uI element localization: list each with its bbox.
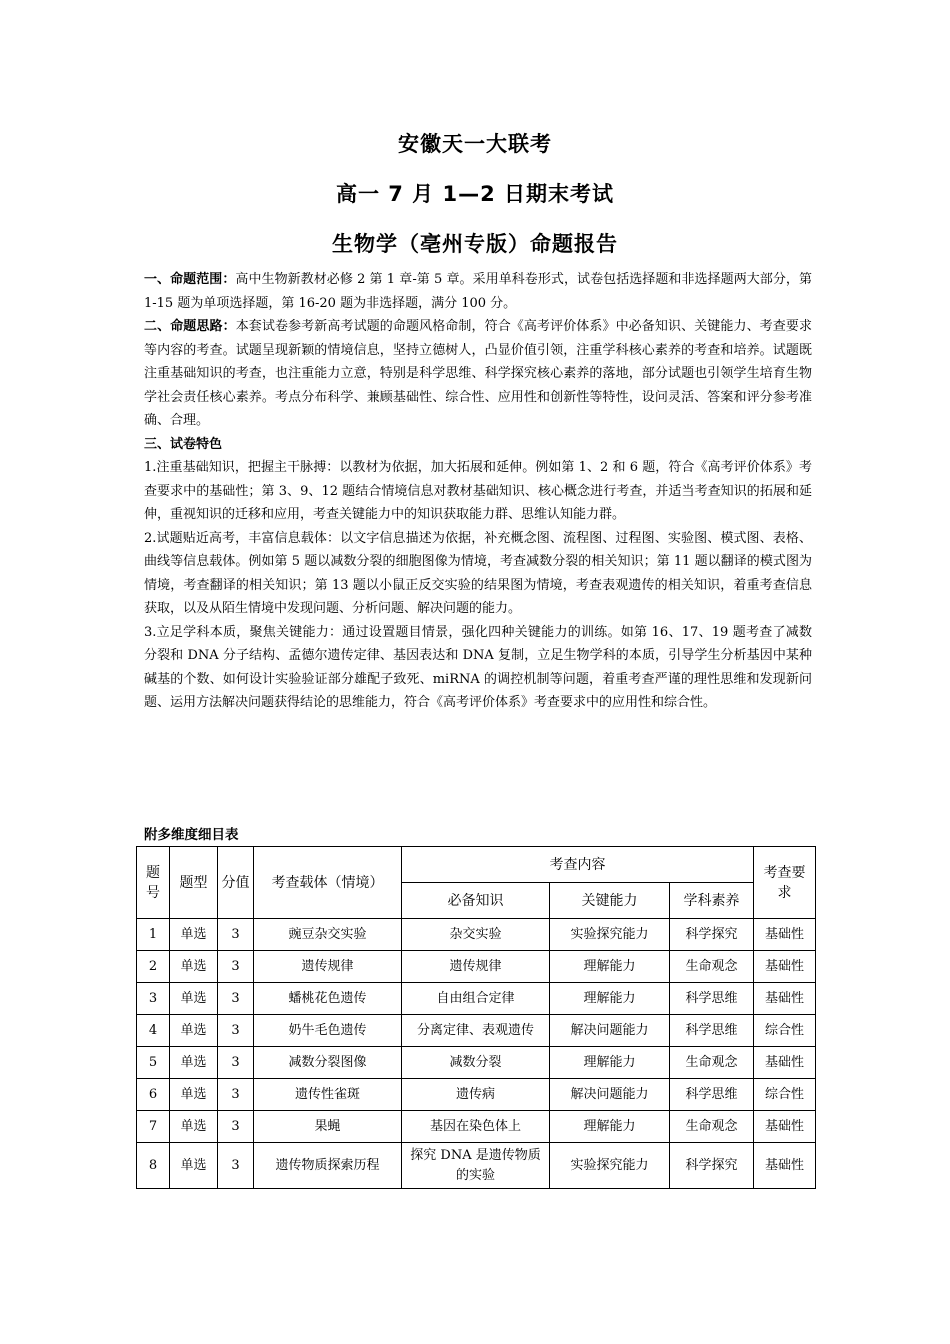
cell-score: 3 [218,1143,254,1189]
table-header-row [137,847,816,883]
cell-carrier: 奶牛毛色遗传 [254,1015,402,1047]
section-approach [144,315,812,433]
cell-literacy: 科学思维 [670,983,754,1015]
cell-type: 单选 [170,1047,218,1079]
cell-knowledge: 杂交实验 [402,919,550,951]
header-requirement: 考查要求 [754,847,816,919]
cell-ability: 解决问题能力 [550,1079,670,1111]
feature-item-2: 2.试题贴近高考，丰富信息载体：以文字信息描述为依据，补充概念图、流程图、过程图、实验图、模式图、表格、曲线等信息载体。例如第 5 题以减数分裂的细胞图像为情境，考查减数分裂的相关知识；第 11 题以翻译的模式图为情境，考查翻译的相关知识；第 13 题以小鼠正反交实验的结果图为情境，考查表观遗传的相关知识，着重考查信息获取，以及从陌生情境中发现问题、分析问题、解决问题的能力。 [144,530,812,616]
cell-type: 单选 [170,1143,218,1189]
cell-requirement: 基础性 [754,1047,816,1079]
cell-ability: 实验探究能力 [550,919,670,951]
cell-requirement: 基础性 [754,1111,816,1143]
cell-carrier: 减数分裂图像 [254,1047,402,1079]
table-row [137,951,816,983]
cell-type: 单选 [170,919,218,951]
header-carrier: 考查载体（情境） [254,847,402,919]
cell-literacy: 科学思维 [670,1079,754,1111]
cell-score: 3 [218,1015,254,1047]
table-caption: 附多维度细目表 [144,827,239,843]
header-ability: 关键能力 [550,883,670,919]
cell-literacy: 科学探究 [670,1143,754,1189]
cell-type: 单选 [170,1015,218,1047]
section-scope-text: 高中生物新教材必修 2 第 1 章-第 5 章。采用单科卷形式，试卷包括选择题和非选择题两大部分，第 1-15 题为单项选择题，第 16-20 题为非选择题，满分 100 分。 [144,272,812,311]
table-row [137,1079,816,1111]
section-approach-text: 本套试卷参考新高考试题的命题风格命制，符合《高考评价体系》中必备知识、关键能力、考查要求等内容的考查。试题呈现新颖的情境信息，坚持立德树人，凸显价值引领，注重学科核心素养的考查和培养。试题既注重基础知识的考查，也注重能力立意，特别是科学思维、科学探究核心素养的落地，部分试题也引领学生培育生物学社会责任核心素养。考点分布科学、兼顾基础性、综合性、应用性和创新性等特性，设问灵活、答案和评分参考准确、合理。 [144,319,812,428]
header-knowledge: 必备知识 [402,883,550,919]
cell-carrier: 遗传性雀斑 [254,1079,402,1111]
cell-num: 1 [137,919,170,951]
table-row [137,919,816,951]
cell-literacy: 生命观念 [670,1047,754,1079]
cell-num: 2 [137,951,170,983]
cell-score: 3 [218,1111,254,1143]
table-row [137,1111,816,1143]
table-row [137,983,816,1015]
cell-knowledge: 自由组合定律 [402,983,550,1015]
cell-requirement: 综合性 [754,1015,816,1047]
cell-type: 单选 [170,983,218,1015]
cell-carrier: 蟠桃花色遗传 [254,983,402,1015]
title-exam: 高一 7 月 1—2 日期末考试 [335,182,615,206]
cell-score: 3 [218,1079,254,1111]
cell-requirement: 基础性 [754,951,816,983]
cell-score: 3 [218,919,254,951]
section-approach-heading: 二、命题思路： [144,319,236,334]
cell-literacy: 科学探究 [670,919,754,951]
cell-type: 单选 [170,951,218,983]
cell-requirement: 基础性 [754,983,816,1015]
cell-num: 8 [137,1143,170,1189]
cell-score: 3 [218,951,254,983]
section-features-heading: 三、试卷特色 [144,436,223,452]
cell-knowledge: 减数分裂 [402,1047,550,1079]
header-num: 题号 [137,847,170,919]
table-row [137,1047,816,1079]
cell-ability: 理解能力 [550,1111,670,1143]
cell-requirement: 综合性 [754,1079,816,1111]
cell-ability: 解决问题能力 [550,1015,670,1047]
cell-literacy: 生命观念 [670,1111,754,1143]
cell-carrier: 果蝇 [254,1111,402,1143]
cell-knowledge: 遗传病 [402,1079,550,1111]
cell-ability: 理解能力 [550,951,670,983]
cell-score: 3 [218,1047,254,1079]
cell-ability: 理解能力 [550,983,670,1015]
report-body [144,268,812,715]
header-content: 考查内容 [402,847,754,883]
cell-ability: 实验探究能力 [550,1143,670,1189]
section-scope [144,268,812,315]
cell-carrier: 遗传规律 [254,951,402,983]
cell-num: 6 [137,1079,170,1111]
cell-requirement: 基础性 [754,1143,816,1189]
section-scope-heading: 一、命题范围： [144,272,236,287]
cell-carrier: 遗传物质探索历程 [254,1143,402,1189]
table-row [137,1143,816,1189]
title-report: 生物学（亳州专版）命题报告 [332,232,618,256]
cell-literacy: 生命观念 [670,951,754,983]
cell-literacy: 科学思维 [670,1015,754,1047]
detail-table [136,846,816,1189]
feature-item-1: 1.注重基础知识，把握主干脉搏：以教材为依据，加大拓展和延伸。例如第 1、2 和 6 题，符合《高考评价体系》考查要求中的基础性；第 3、9、12 题结合情境信息对教材基础知识、核心概念进行考查，并适当考查知识的拓展和延伸，重视知识的迁移和应用，考查关键能力中的知识获取能力群、思维认知能力群。 [144,460,812,522]
cell-knowledge: 基因在染色体上 [402,1111,550,1143]
cell-num: 5 [137,1047,170,1079]
title-organization: 安徽天一大联考 [398,132,552,156]
cell-num: 7 [137,1111,170,1143]
feature-item-3: 3.立足学科本质，聚焦关键能力：通过设置题目情景，强化四种关键能力的训练。如第 16、17、19 题考查了减数分裂和 DNA 分子结构、孟德尔遗传定律、基因表达和 DNA 复制，立足生物学科的本质，引导学生分析基因中某种碱基的个数、如何设计实验验证部分雄配子致死、miRNA 的调控机制等问题，着重考查严谨的理性思维和发现新问题、运用方法解决问题获得结论的思维能力，符合《高考评价体系》考查要求中的应用性和综合性。 [144,624,812,710]
cell-requirement: 基础性 [754,919,816,951]
cell-ability: 理解能力 [550,1047,670,1079]
table-row [137,1015,816,1047]
cell-type: 单选 [170,1111,218,1143]
header-literacy: 学科素养 [670,883,754,919]
cell-num: 3 [137,983,170,1015]
header-type: 题型 [170,847,218,919]
cell-knowledge: 探究 DNA 是遗传物质的实验 [402,1143,550,1189]
cell-num: 4 [137,1015,170,1047]
cell-carrier: 豌豆杂交实验 [254,919,402,951]
header-score: 分值 [218,847,254,919]
cell-type: 单选 [170,1079,218,1111]
cell-knowledge: 遗传规律 [402,951,550,983]
cell-knowledge: 分离定律、表观遗传 [402,1015,550,1047]
cell-score: 3 [218,983,254,1015]
